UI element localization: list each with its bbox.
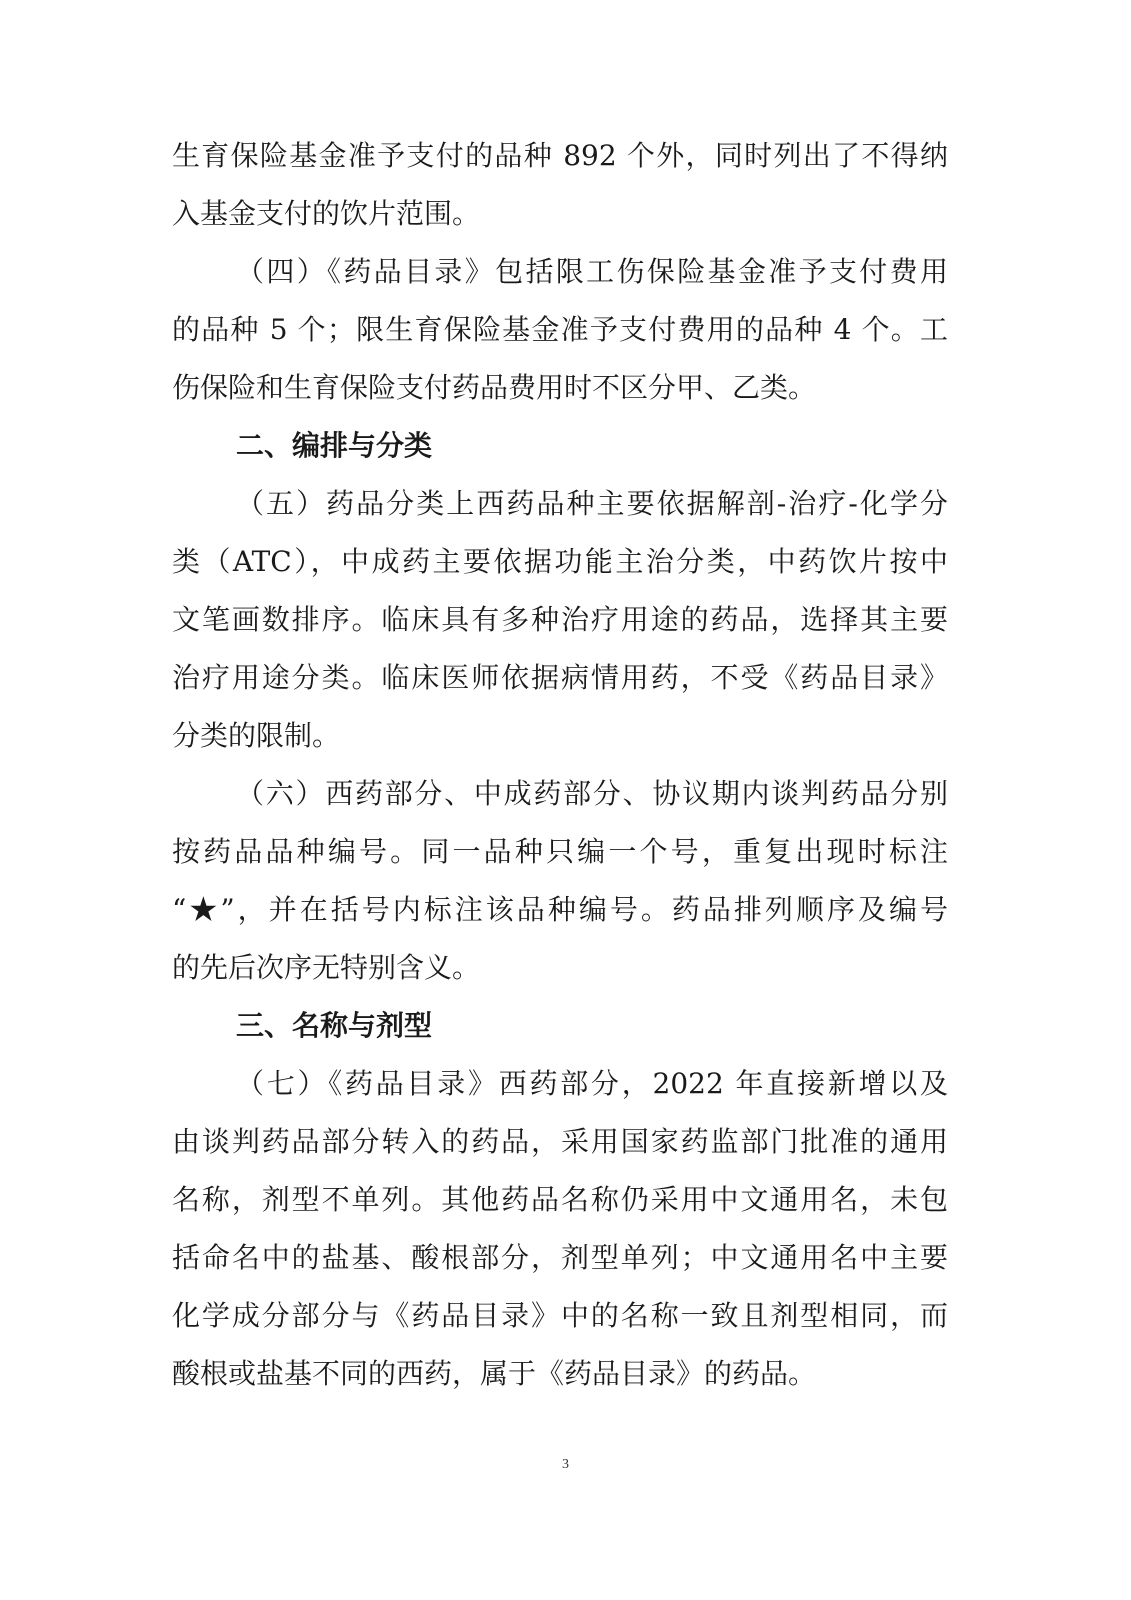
paragraph-line: 由谈判药品部分转入的药品，采用国家药监部门批准的通用 (172, 1125, 948, 1158)
paragraph-line: “★”，并在括号内标注该品种编号。药品排列顺序及编号 (172, 893, 948, 926)
paragraph-line: 入基金支付的饮片范围。 (172, 197, 481, 230)
paragraph-line: 分类的限制。 (172, 719, 341, 752)
paragraph-line: 按药品品种编号。同一品种只编一个号，重复出现时标注 (172, 835, 948, 868)
paragraph-line: （七）《药品目录》西药部分，2022 年直接新增以及 (236, 1067, 948, 1100)
paragraph-line: （四）《药品目录》包括限工伤保险基金准予支付费用 (236, 255, 948, 288)
paragraph-line: 文笔画数排序。临床具有多种治疗用途的药品，选择其主要 (172, 603, 948, 636)
paragraph-line: 的先后次序无特别含义。 (172, 951, 481, 984)
paragraph-line: （五）药品分类上西药品种主要依据解剖-治疗-化学分 (236, 487, 948, 520)
paragraph-line: 的品种 5 个；限生育保险基金准予支付费用的品种 4 个。工 (172, 313, 948, 346)
paragraph-line: 酸根或盐基不同的西药，属于《药品目录》的药品。 (172, 1357, 817, 1390)
page-number: 3 (562, 1457, 569, 1472)
document-body (172, 127, 948, 1403)
paragraph-line: 名称，剂型不单列。其他药品名称仍采用中文通用名，未包 (172, 1183, 948, 1216)
paragraph-line: 括命名中的盐基、酸根部分，剂型单列；中文通用名中主要 (172, 1241, 948, 1274)
section-heading: 二、编排与分类 (236, 429, 433, 462)
paragraph-line: 治疗用途分类。临床医师依据病情用药，不受《药品目录》 (172, 661, 948, 694)
paragraph-line: 化学成分部分与《药品目录》中的名称一致且剂型相同，而 (172, 1299, 948, 1332)
paragraph-line: 类（ATC），中成药主要依据功能主治分类，中药饮片按中 (172, 545, 948, 578)
paragraph-line: 生育保险基金准予支付的品种 892 个外，同时列出了不得纳 (172, 139, 948, 172)
paragraph-line: 伤保险和生育保险支付药品费用时不区分甲、乙类。 (172, 371, 817, 404)
section-heading: 三、名称与剂型 (236, 1009, 433, 1042)
paragraph-line: （六）西药部分、中成药部分、协议期内谈判药品分别 (236, 777, 948, 810)
